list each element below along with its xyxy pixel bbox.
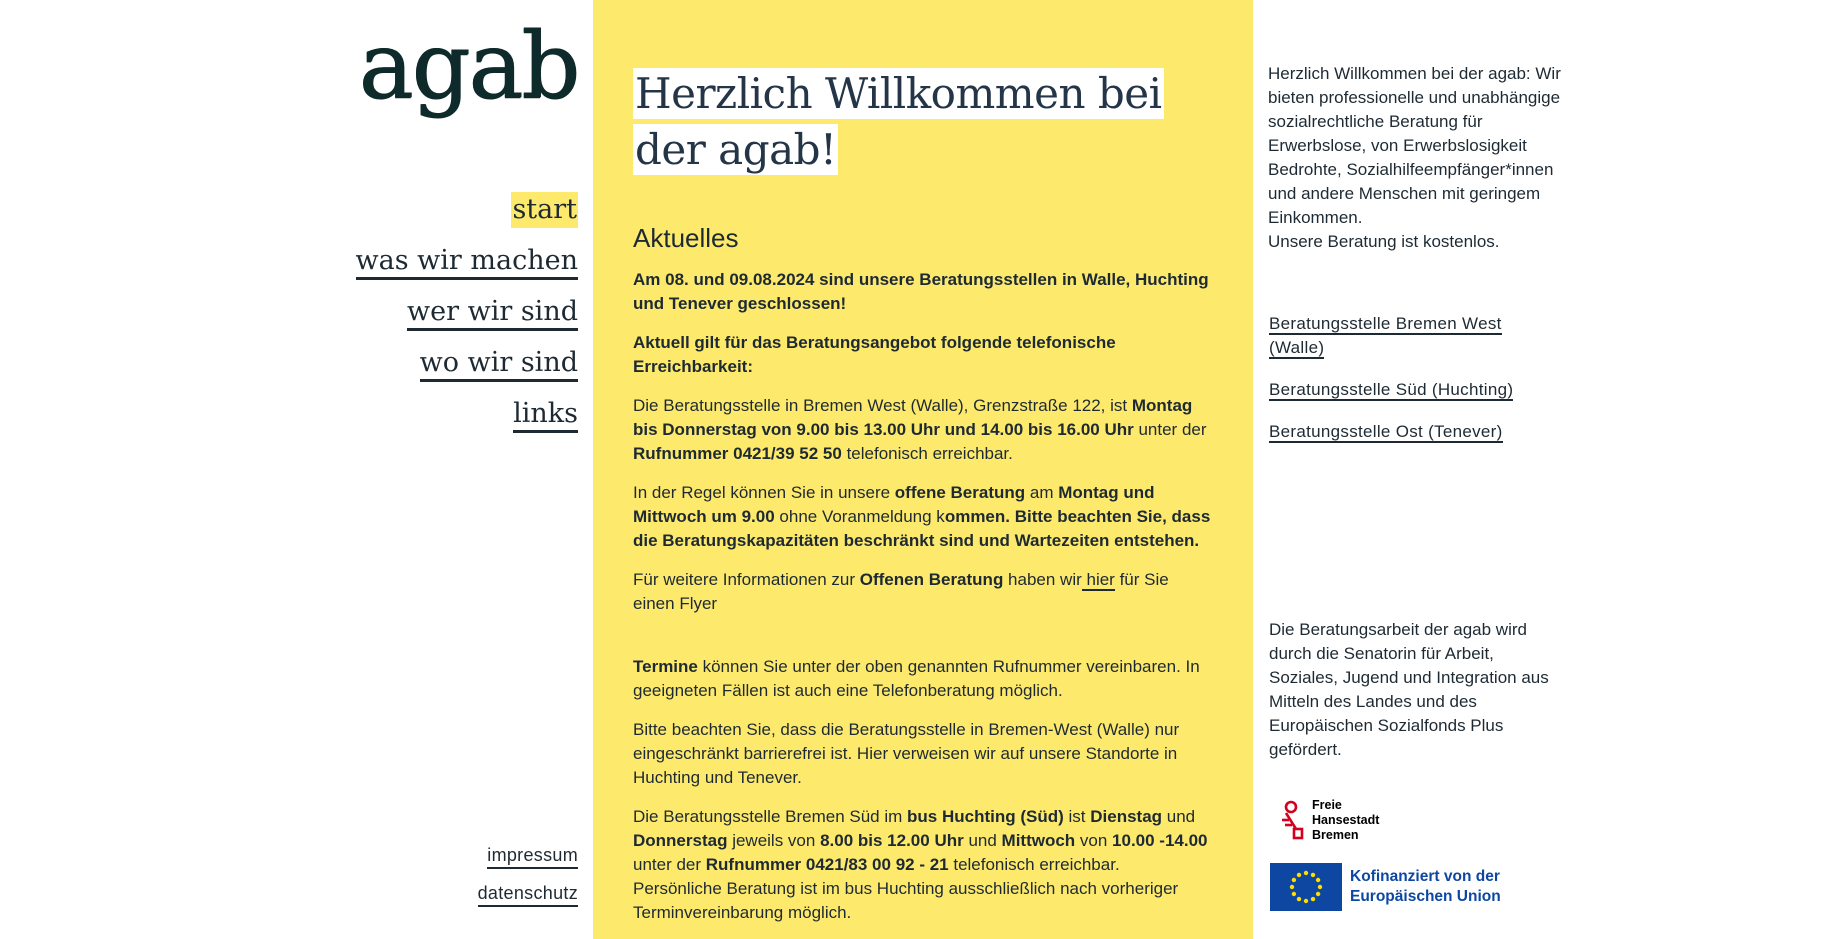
sued-day: Dienstag [1090, 807, 1163, 826]
nav-item-label: wer wir sind [407, 295, 578, 331]
text: und [963, 831, 1002, 850]
sued-hours: 8.00 bis 12.00 Uhr [820, 831, 964, 850]
intro-free-note: Unsere Beratung ist kostenlos. [1268, 232, 1500, 251]
west-phone-paragraph [633, 394, 1213, 466]
sued-location: bus Huchting (Süd) [907, 807, 1064, 826]
text: Die Beratungsstelle Bremen Süd im [633, 807, 908, 826]
closure-notice-text: Am 08. und 09.08.2024 sind unsere Beratungsstellen in Walle, Huchting und Tenever geschlossen! [633, 270, 1209, 313]
closure-notice [633, 268, 1213, 316]
text: von [1075, 831, 1113, 850]
location-link-sued[interactable] [1269, 378, 1559, 402]
nav-item-wer-wir-sind[interactable] [356, 294, 578, 330]
nav-item-label: start [511, 192, 578, 228]
intro-text [1268, 62, 1578, 254]
open-consultation-paragraph [633, 481, 1213, 553]
capacity-note: ommen. Bitte beachten Sie, dass die Beratungskapazitäten beschränkt sind und Wartezeiten entstehen. [633, 507, 1211, 550]
text: Die Beratungsstelle in Bremen West (Walle), Grenzstraße 122, ist [633, 396, 1132, 415]
sued-day: Donnerstag [633, 831, 728, 850]
west-hours: Montag bis Donnerstag von 9.00 bis 13.00 Uhr und 14.00 bis 16.00 Uhr [633, 396, 1193, 439]
location-link-label: Beratungsstelle Ost (Tenever) [1269, 422, 1503, 441]
footer-link-label: impressum [487, 843, 578, 869]
bremen-logo [1276, 798, 1406, 844]
appointments-paragraph [633, 655, 1213, 703]
accessibility-paragraph: Bitte beachten Sie, dass die Beratungsstelle in Bremen-West (Walle) nur eingeschränkt barrierefrei ist. Hier verweisen wir auf unsere Standorte in Huchting und Tenever. [633, 720, 1180, 787]
nav-item-label: wo wir sind [420, 346, 578, 382]
page-title-text: Herzlich Willkommen bei der agab! [635, 69, 1162, 174]
location-link-label: Beratungsstelle Bremen West (Walle) [1269, 314, 1502, 357]
eu-logo-text: Kofinanziert von der Europäischen Union [1350, 868, 1501, 905]
flyer-link[interactable]: hier [1081, 570, 1115, 589]
footer-navigation [478, 843, 578, 919]
sued-hours: 10.00 -14.00 [1112, 831, 1208, 850]
text: und [1162, 807, 1196, 826]
location-link-label: Beratungsstelle Süd (Huchting) [1269, 380, 1514, 399]
phone-heading-text: Aktuell gilt für das Beratungsangebot folgende telefonische Erreichbarkeit: [633, 333, 1116, 376]
text: ist [1063, 807, 1091, 826]
footer-link-label: datenschutz [478, 881, 578, 907]
nav-item-label: was wir machen [356, 244, 578, 280]
sued-phone-number: Rufnummer 0421/83 00 92 - 21 [705, 855, 949, 874]
text: am [1025, 483, 1059, 502]
eu-cofinanced-logo [1270, 863, 1510, 911]
footer-link-impressum[interactable] [478, 843, 578, 869]
nav-item-was-wir-machen[interactable] [356, 243, 578, 279]
main-content [593, 0, 1253, 939]
nav-item-links[interactable] [356, 396, 578, 432]
nav-item-start[interactable] [356, 192, 578, 228]
spacer [633, 631, 1213, 655]
text: haben wir [1003, 570, 1082, 589]
location-link-west[interactable] [1269, 312, 1559, 360]
phone-heading [633, 331, 1213, 379]
section-title-aktuelles: Aktuelles [633, 223, 739, 253]
open-consultation-label: Offenen Beratung [859, 570, 1004, 589]
site-logo[interactable]: agab [358, 12, 578, 119]
left-column [0, 0, 592, 939]
page-title [633, 66, 1213, 178]
text: ohne Voranmeldung k [774, 507, 945, 526]
nav-item-wo-wir-sind[interactable] [356, 345, 578, 381]
text: unter der [633, 855, 706, 874]
flyer-paragraph [633, 568, 1213, 616]
sued-day: Mittwoch [1001, 831, 1076, 850]
nav-item-label: links [513, 397, 578, 433]
text: jeweils von [727, 831, 821, 850]
location-link-ost[interactable] [1269, 420, 1559, 444]
text: für Sie einen Flyer [633, 570, 1169, 613]
footer-link-datenschutz[interactable] [478, 881, 578, 907]
main-navigation [356, 192, 578, 447]
text: telefonisch erreichbar. Persönliche Beratung ist im bus Huchting ausschließlich nach vorheriger Terminvereinbarung möglich. [633, 855, 1179, 922]
open-consultation-label: offene Beratung [894, 483, 1026, 502]
bremen-key-icon [1276, 798, 1306, 844]
text: telefonisch erreichbar. [841, 444, 1013, 463]
eu-flag-icon [1270, 863, 1342, 911]
text: können Sie unter der oben genannten Rufnummer vereinbaren. In geeigneten Fällen ist auch eine Telefonberatung möglich. [633, 657, 1200, 700]
funding-text: Die Beratungsarbeit der agab wird durch die Senatorin für Arbeit, Soziales, Jugend und Integration aus Mitteln des Landes und des Europäischen Sozialfonds Plus gefördert. [1269, 620, 1549, 759]
open-consultation-days: Montag und Mittwoch um 9.00 [633, 483, 1155, 526]
intro-paragraph: Herzlich Willkommen bei der agab: Wir bieten professionelle und unabhängige sozialrechtliche Beratung für Erwerbslose, von Erwerbslosigkeit Bedrohte, Sozialhilfeempfänger*innen und andere Menschen mit geringem Einkommen. [1268, 64, 1561, 227]
bremen-logo-text: Freie Hansestadt Bremen [1312, 798, 1380, 842]
appointments-label: Termine [633, 657, 698, 676]
text: In der Regel können Sie in unsere [633, 483, 895, 502]
location-links [1269, 312, 1559, 462]
sued-phone-paragraph [633, 805, 1213, 925]
west-phone-number: Rufnummer 0421/39 52 50 [633, 444, 842, 463]
text: Für weitere Informationen zur [633, 570, 860, 589]
funding-note [1269, 618, 1559, 762]
text: unter der [1133, 420, 1207, 439]
right-sidebar [1268, 0, 1588, 939]
